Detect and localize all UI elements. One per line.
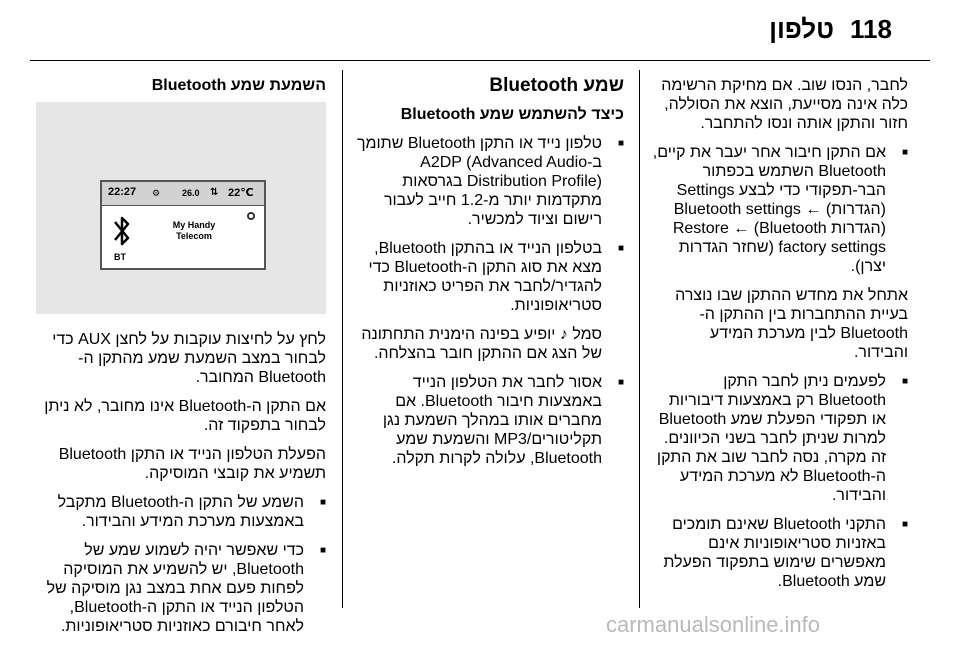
middle-note: סמל ♪ יופיע בפינה הימנית התחתונה של הצג אם ההתקן חובר בהצלחה. [361, 326, 602, 362]
middle-bullet-1: ■ טלפון נייד או התקן Bluetooth שתומך ב-A2DP (Advanced Audio Distribution Profile) בגרסאות מתקדמות יותר מ-1.2 חייב לעבור רישום וציוד למכשיר. [356, 134, 624, 229]
middle-bullet-3: ■ אסור לחבר את הטלפון הנייד באמצעות חיבור Bluetooth. אם מחברים אותו במהלך השמעת נגן תקליטורים/MP3 והשמעת שמע Bluetooth, עלולה לקרות תקלה. [356, 373, 624, 468]
signal-icon: ⇅ [210, 187, 219, 198]
right-column [652, 76, 908, 601]
status-dot-icon [247, 212, 255, 220]
device-name: My Handy Telecom [172, 220, 216, 241]
right-para-2: אתחל את מחדש ההתקן שבו נוצרה בעיית ההתחברות בין ההתקן ה-Bluetooth לבין מערכת המידע והבידור. [675, 287, 908, 361]
display-screenshot [36, 102, 326, 314]
left-column-body [36, 330, 326, 646]
right-bullet-3: ■ התקני Bluetooth שאינם תומכים באזניות סטריאופוניות אינם מאפשרים שימוש בתפקוד הפעלת שמע Bluetooth. [652, 515, 908, 591]
left-para-3: הפעלת הטלפון הנייד או התקן Bluetooth תשמיע את קובצי המוסיקה. [58, 446, 326, 482]
middle-column [356, 76, 624, 478]
display-temperature: 22℃ [228, 187, 254, 199]
column-divider-right [639, 70, 640, 608]
header-rule [30, 60, 930, 61]
column-divider-left [342, 70, 343, 608]
section-title: טלפון [769, 14, 834, 44]
display-time: 22:27 [108, 186, 137, 198]
bluetooth-icon [112, 212, 132, 250]
left-para-2: אם התקן ה-Bluetooth אינו מחובר, לא ניתן לבחור בתפקוד זה. [44, 398, 326, 434]
display-status-bar [102, 182, 264, 206]
bt-label: BT [114, 252, 126, 262]
left-para-1: לחץ על לחיצות עוקבות על לחצן AUX כדי לבחור במצב השמעת שמע מהתקן ה-Bluetooth המחובר. [52, 331, 326, 386]
middle-bullet-2: ■ בטלפון הנייד או בהתקן Bluetooth, מצא את סוג התקן ה-Bluetooth כדי להגדיר/לחבר את הפריט כאוזניות סטריאופוניות. [356, 239, 624, 315]
right-para-1: לחבר, הנסו שוב. אם מחיקת הרשימה כלה אינה מסייעת, הוצא את הסוללה, חזור והתקן אותה ונסו להתחבר. [661, 77, 908, 132]
left-bullet-1: ■ השמע של התקן ה-Bluetooth מתקבל באמצעות מערכת המידע והבידור. [36, 493, 326, 531]
middle-subtitle: כיצד להשתמש שמע Bluetooth [400, 106, 624, 123]
left-title: השמעת שמע Bluetooth [151, 77, 326, 94]
channel-value: 26.0 [182, 188, 200, 198]
right-bullet-2: ■ לפעמים ניתן לחבר התקן Bluetooth רק באמצעות דיבוריות או תפקודי הפעלת שמע Bluetooth למרות שניתן לחבר בשני הכיוונים. זה מקרה, נסה לחבר שוב את התקן ה-Bluetooth לא מערכת המידע והבידור. [652, 372, 908, 505]
display-screen [100, 180, 266, 270]
left-column [36, 76, 326, 105]
right-bullet-1: ■ אם התקן חיבור אחר יעבר את קיים, Bluetooth השתמש בכפתור הבר-תפקודי כדי לבצע Settings (הגדרות) ← Bluetooth settings (הגדרות Bluetooth) ← Restore factory settings (שחזר הגדרות יצרן). [652, 143, 908, 276]
watermark: carmanualsonline.info [606, 612, 821, 637]
settings-icon: ⚙ [152, 188, 161, 198]
page-number: 118 [850, 14, 892, 44]
middle-title: שמע Bluetooth [489, 75, 624, 96]
left-bullet-2: ■ כדי שאפשר יהיה לשמוע שמע של Bluetooth, יש להשמיע את המוסיקה לפחות פעם אחת במצב נגן מוסיקה של הטלפון הנייד או התקן ה-Bluetooth, לאחר חיבורם כאוזניות סטריאופוניות. [36, 541, 326, 636]
